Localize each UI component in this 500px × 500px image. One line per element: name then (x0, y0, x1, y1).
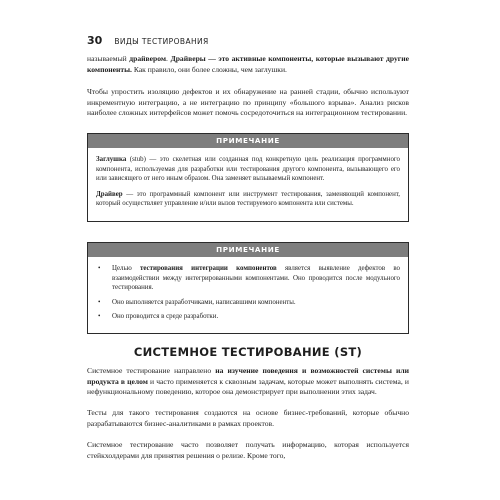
note-box-component-integration (87, 242, 409, 334)
system-testing-paragraph-2: Тесты для такого тестирования создаются на основе бизнес-требований, которые обычно разрабатываются бизнес-аналитиками в рамках проектов. (87, 408, 409, 428)
bold-text: Драйвер (96, 190, 123, 198)
section-heading: СИСТЕМНОЕ ТЕСТИРОВАНИЕ (ST) (133, 345, 363, 359)
list-item (96, 264, 400, 293)
driver-definition (96, 190, 400, 209)
chapter-title: ВИДЫ ТЕСТИРОВАНИЯ (114, 37, 209, 46)
note-box-definitions (87, 133, 409, 222)
bold-text: драйвером (129, 54, 167, 63)
system-testing-paragraph-3: Системное тестирование часто позволяет получать информацию, которая используется стейкхолдерами для принятия решения о релизе. Кроме того, (87, 440, 409, 460)
bold-text: Драйверы — это активные компоненты, которые вызывают другие компоненты. (87, 54, 410, 74)
running-head (87, 34, 209, 47)
intro-paragraph-incremental-integration: Чтобы упростить изоляцию дефектов и их обнаружение на ранней стадии, обычно используют инкрементную интеграцию, а не интеграцию по принципу «большого взрыва». Анализ рисков наиболее сложных интерфейсов может помочь сосредоточиться на интеграционном тестировании. (87, 87, 409, 118)
text-run: Системное тестирование направлено (87, 366, 216, 375)
intro-paragraph-drivers (87, 54, 409, 75)
note-body (88, 148, 408, 221)
stub-definition (96, 155, 400, 184)
bold-text: на изучение поведения и возможностей системы или продукта в целом (87, 366, 409, 386)
text-run: называемый (87, 54, 130, 63)
note-title: ПРИМЕЧАНИЕ (88, 243, 408, 257)
text-run: — это программный компонент или инструмент тестирования, заменяющий компонент, который осуществляет управление и/или вызов тестируемого компонента или системы. (96, 190, 400, 208)
note-body (88, 257, 408, 333)
bold-text: тестирования интеграции компонентов (140, 265, 277, 272)
list-item: • Оно выполняется разработчиками, написавшими компоненты. (96, 298, 400, 308)
text-run: . (166, 54, 171, 63)
text-run: и часто применяется к сквозным задачам, которые может выполнять система, и нефункциональному поведению, которое она демонстрирует при выполнении этих задач. (87, 376, 409, 397)
list-item: • Оно проводится в среде разработки. (96, 312, 400, 322)
text-run: (stub) — это скелетная или созданная под конкретную цель реализация программного компонента, используемая для разработки или тестирования другого компонента, вызывающего его или зависящего от него иным образом. Она заменяет вызываемый компонент. (96, 156, 400, 183)
text-run: Целью (112, 265, 141, 272)
text-run: является выявление дефектов во взаимодействии между интегрированными компонентами. Оно проводится после модульного тестирования. (112, 265, 400, 292)
note-title: ПРИМЕЧАНИЕ (88, 134, 408, 148)
bold-text: Заглушка (96, 156, 127, 163)
text-run: Как правило, они более сложны, чем заглушки. (131, 64, 287, 74)
note-bullet-list (96, 264, 400, 322)
page-number: 30 (87, 34, 103, 47)
system-testing-paragraph-1 (87, 366, 409, 398)
